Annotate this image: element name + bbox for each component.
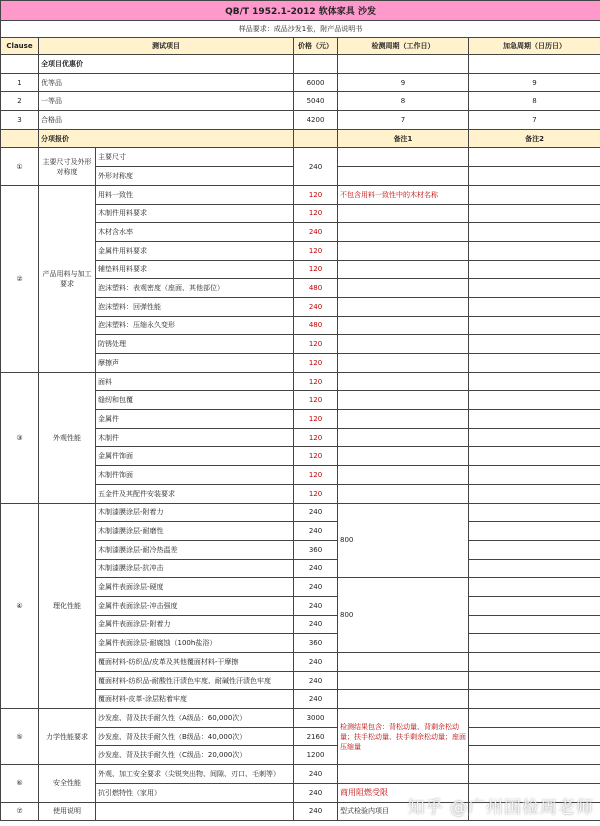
cycle-days: 7 (338, 111, 469, 130)
cycle-days: 8 (338, 92, 469, 111)
clause-number: ⑥ (1, 765, 39, 802)
remark1: 不包含用料一致性中的木材名称 (338, 185, 469, 204)
section-name: 产品用料与加工要求 (39, 185, 96, 372)
test-item: 木制漆膜涂层-抗冲击 (96, 559, 294, 578)
remark1 (338, 148, 469, 167)
price: 360 (294, 540, 338, 559)
remark1 (338, 241, 469, 260)
test-item: 五金件及其配件安装要求 (96, 484, 294, 503)
remark1 (338, 447, 469, 466)
remark2-header: 备注2 (469, 129, 600, 148)
price: 120 (294, 391, 338, 410)
remark2 (469, 297, 600, 316)
remark2 (469, 596, 600, 615)
remark2 (469, 372, 600, 391)
remark2 (469, 279, 600, 298)
price: 240 (294, 297, 338, 316)
remark1 (338, 372, 469, 391)
remark2 (469, 540, 600, 559)
row-number: 3 (1, 111, 39, 130)
price: 240 (294, 596, 338, 615)
remark1 (338, 428, 469, 447)
remark2 (469, 578, 600, 597)
remark2 (469, 709, 600, 728)
remark2 (469, 241, 600, 260)
price: 240 (294, 223, 338, 242)
full-package-header (1, 55, 600, 74)
remark2 (469, 428, 600, 447)
remark2 (469, 484, 600, 503)
remark2 (469, 466, 600, 485)
price: 480 (294, 279, 338, 298)
remark2 (469, 167, 600, 186)
price: 480 (294, 316, 338, 335)
test-item: 木制漆膜涂层-附着力 (96, 503, 294, 522)
remark2 (469, 447, 600, 466)
remark2 (469, 503, 600, 522)
clause-number: ⑦ (1, 802, 39, 821)
remark2 (469, 354, 600, 373)
price: 120 (294, 204, 338, 223)
test-item: 外观、加工安全要求（尖锐突出物、间隙、刃口、毛刺等） (96, 765, 294, 784)
test-item: 缝纫和包覆 (96, 391, 294, 410)
header-item: 测试项目 (39, 38, 294, 55)
remark2 (469, 522, 600, 541)
blank (294, 129, 338, 148)
price: 240 (294, 802, 338, 821)
test-item: 外形对称度 (96, 167, 294, 186)
test-item: 沙发座、背及扶手耐久性（A级品：60,000次） (96, 709, 294, 728)
test-item: 木材含水率 (96, 223, 294, 242)
remark2 (469, 653, 600, 672)
remark2 (469, 671, 600, 690)
row-number: 2 (1, 92, 39, 111)
price: 120 (294, 260, 338, 279)
remark1 (338, 335, 469, 354)
price: 240 (294, 653, 338, 672)
test-item: 金属件表面涂层-冲击强度 (96, 596, 294, 615)
price: 240 (294, 578, 338, 597)
remark1: 800 (338, 578, 469, 653)
price: 120 (294, 335, 338, 354)
remark1: 800 (338, 503, 469, 578)
price: 120 (294, 484, 338, 503)
price: 6000 (294, 73, 338, 92)
remark2 (469, 690, 600, 709)
remark1: 检测结果包含：背松动量、背剩余松动量；扶手松动量、扶手剩余松动量；座面压缩量 (338, 709, 469, 765)
test-item: 辅垫料用料要求 (96, 260, 294, 279)
grade-name: 优等品 (39, 73, 294, 92)
test-item: 金属件 (96, 410, 294, 429)
remark1 (338, 671, 469, 690)
test-item: 木制件 (96, 428, 294, 447)
urgent-days: 9 (469, 73, 600, 92)
remark1 (338, 484, 469, 503)
table-row (1, 185, 600, 204)
test-item: 用料一致性 (96, 185, 294, 204)
price: 240 (294, 503, 338, 522)
section-name: 理化性能 (39, 503, 96, 709)
test-item: 金属件饰面 (96, 447, 294, 466)
remark1 (338, 765, 469, 784)
price: 1200 (294, 746, 338, 765)
remark1 (338, 223, 469, 242)
test-item: 金属件用料要求 (96, 241, 294, 260)
remark2 (469, 391, 600, 410)
remark2 (469, 727, 600, 746)
price: 4200 (294, 111, 338, 130)
test-item: 木制漆膜涂层-耐磨性 (96, 522, 294, 541)
clause-number: ④ (1, 503, 39, 709)
urgent-days: 8 (469, 92, 600, 111)
test-item: 金属件表面涂层-附着力 (96, 615, 294, 634)
grade-name: 一等品 (39, 92, 294, 111)
price: 120 (294, 185, 338, 204)
remark2 (469, 559, 600, 578)
remark2 (469, 204, 600, 223)
test-item: 金属件表面涂层-耐腐蚀（100h盐浴） (96, 634, 294, 653)
header-clause: Clause (1, 38, 39, 55)
urgent-days: 7 (469, 111, 600, 130)
test-item: 覆面材料-纺织品-耐酸性汗渍色牢度、耐碱性汗渍色牢度 (96, 671, 294, 690)
remark1 (338, 391, 469, 410)
table-row (1, 372, 600, 391)
price: 5040 (294, 92, 338, 111)
row-number: 1 (1, 73, 39, 92)
price: 2160 (294, 727, 338, 746)
remark1 (338, 354, 469, 373)
test-item: 抗引燃特性（家用） (96, 783, 294, 802)
test-item: 沙发座、背及扶手耐久性（C级品：20,000次） (96, 746, 294, 765)
table-row (1, 73, 600, 92)
remark2 (469, 185, 600, 204)
remark1 (338, 410, 469, 429)
table-row (1, 503, 600, 522)
remark2 (469, 634, 600, 653)
price: 240 (294, 148, 338, 185)
price: 240 (294, 559, 338, 578)
table-row (1, 111, 600, 130)
clause-number: ③ (1, 372, 39, 503)
remark2 (469, 335, 600, 354)
remark1 (338, 466, 469, 485)
price: 240 (294, 765, 338, 784)
test-item: 泡沫塑料：回弹性能 (96, 297, 294, 316)
remark2 (469, 765, 600, 784)
remark1 (338, 690, 469, 709)
itemized-label: 分项报价 (39, 129, 294, 148)
blank (1, 129, 39, 148)
price: 120 (294, 354, 338, 373)
section-name: 主要尺寸及外形对称度 (39, 148, 96, 185)
price: 3000 (294, 709, 338, 728)
test-item (96, 802, 294, 821)
price: 240 (294, 522, 338, 541)
remark1 (338, 279, 469, 298)
price: 360 (294, 634, 338, 653)
remark1 (338, 167, 469, 186)
column-header-row (1, 38, 600, 55)
header-cycle: 检测周期（工作日） (338, 38, 469, 55)
test-item: 防锈处理 (96, 335, 294, 354)
sheet-title: QB/T 1952.1-2012 软体家具 沙发 (1, 1, 600, 21)
watermark: 知乎 @广州国检周老师 (407, 798, 594, 818)
test-item: 覆面材料-纺织品/皮革及其他覆面材料-干摩擦 (96, 653, 294, 672)
grade-name: 合格品 (39, 111, 294, 130)
remark2 (469, 260, 600, 279)
price: 120 (294, 372, 338, 391)
price: 120 (294, 447, 338, 466)
test-item: 主要尺寸 (96, 148, 294, 167)
table-row (1, 92, 600, 111)
remark1: 商用阻燃受限 (338, 783, 469, 802)
header-price: 价格（元） (294, 38, 338, 55)
remark1 (338, 653, 469, 672)
price: 240 (294, 615, 338, 634)
remark1-header: 备注1 (338, 129, 469, 148)
test-item: 沙发座、背及扶手耐久性（B级品：40,000次） (96, 727, 294, 746)
section-name: 外观性能 (39, 372, 96, 503)
sample-requirement: 样品要求：成品沙发1张，附产品说明书 (1, 21, 600, 38)
price: 120 (294, 241, 338, 260)
test-item: 金属件表面涂层-硬度 (96, 578, 294, 597)
cycle-days: 9 (338, 73, 469, 92)
section-name: 力学性能要求 (39, 709, 96, 765)
clause-number: ① (1, 148, 39, 185)
clause-number: ⑤ (1, 709, 39, 765)
remark2 (469, 410, 600, 429)
remark1 (338, 316, 469, 335)
price: 120 (294, 410, 338, 429)
remark1 (338, 260, 469, 279)
remark2 (469, 223, 600, 242)
price: 120 (294, 428, 338, 447)
section-name: 安全性能 (39, 765, 96, 802)
remark2 (469, 746, 600, 765)
test-item: 木制件用料要求 (96, 204, 294, 223)
remark1 (338, 204, 469, 223)
table-row (1, 709, 600, 728)
remark2 (469, 148, 600, 167)
remark1 (338, 297, 469, 316)
price: 240 (294, 783, 338, 802)
remark2 (469, 316, 600, 335)
test-item: 面料 (96, 372, 294, 391)
header-urgent: 加急周期（日历日） (469, 38, 600, 55)
remark1: 型式检验内项目 (338, 802, 469, 821)
itemized-header (1, 129, 600, 148)
test-item: 覆面材料-皮革-涂层粘着牢度 (96, 690, 294, 709)
clause-number: ② (1, 185, 39, 372)
test-item: 泡沫塑料：压缩永久变形 (96, 316, 294, 335)
test-item: 泡沫塑料：表观密度（座面、其他部位） (96, 279, 294, 298)
table-row (1, 765, 600, 784)
table-row (1, 148, 600, 167)
test-item: 木制件饰面 (96, 466, 294, 485)
full-package-label: 全项目优惠价 (39, 55, 294, 74)
test-item: 摩擦声 (96, 354, 294, 373)
remark2 (469, 615, 600, 634)
section-name: 使用说明 (39, 802, 96, 821)
price: 240 (294, 690, 338, 709)
test-item: 木制漆膜涂层-耐冷热温差 (96, 540, 294, 559)
price: 120 (294, 466, 338, 485)
price: 240 (294, 671, 338, 690)
